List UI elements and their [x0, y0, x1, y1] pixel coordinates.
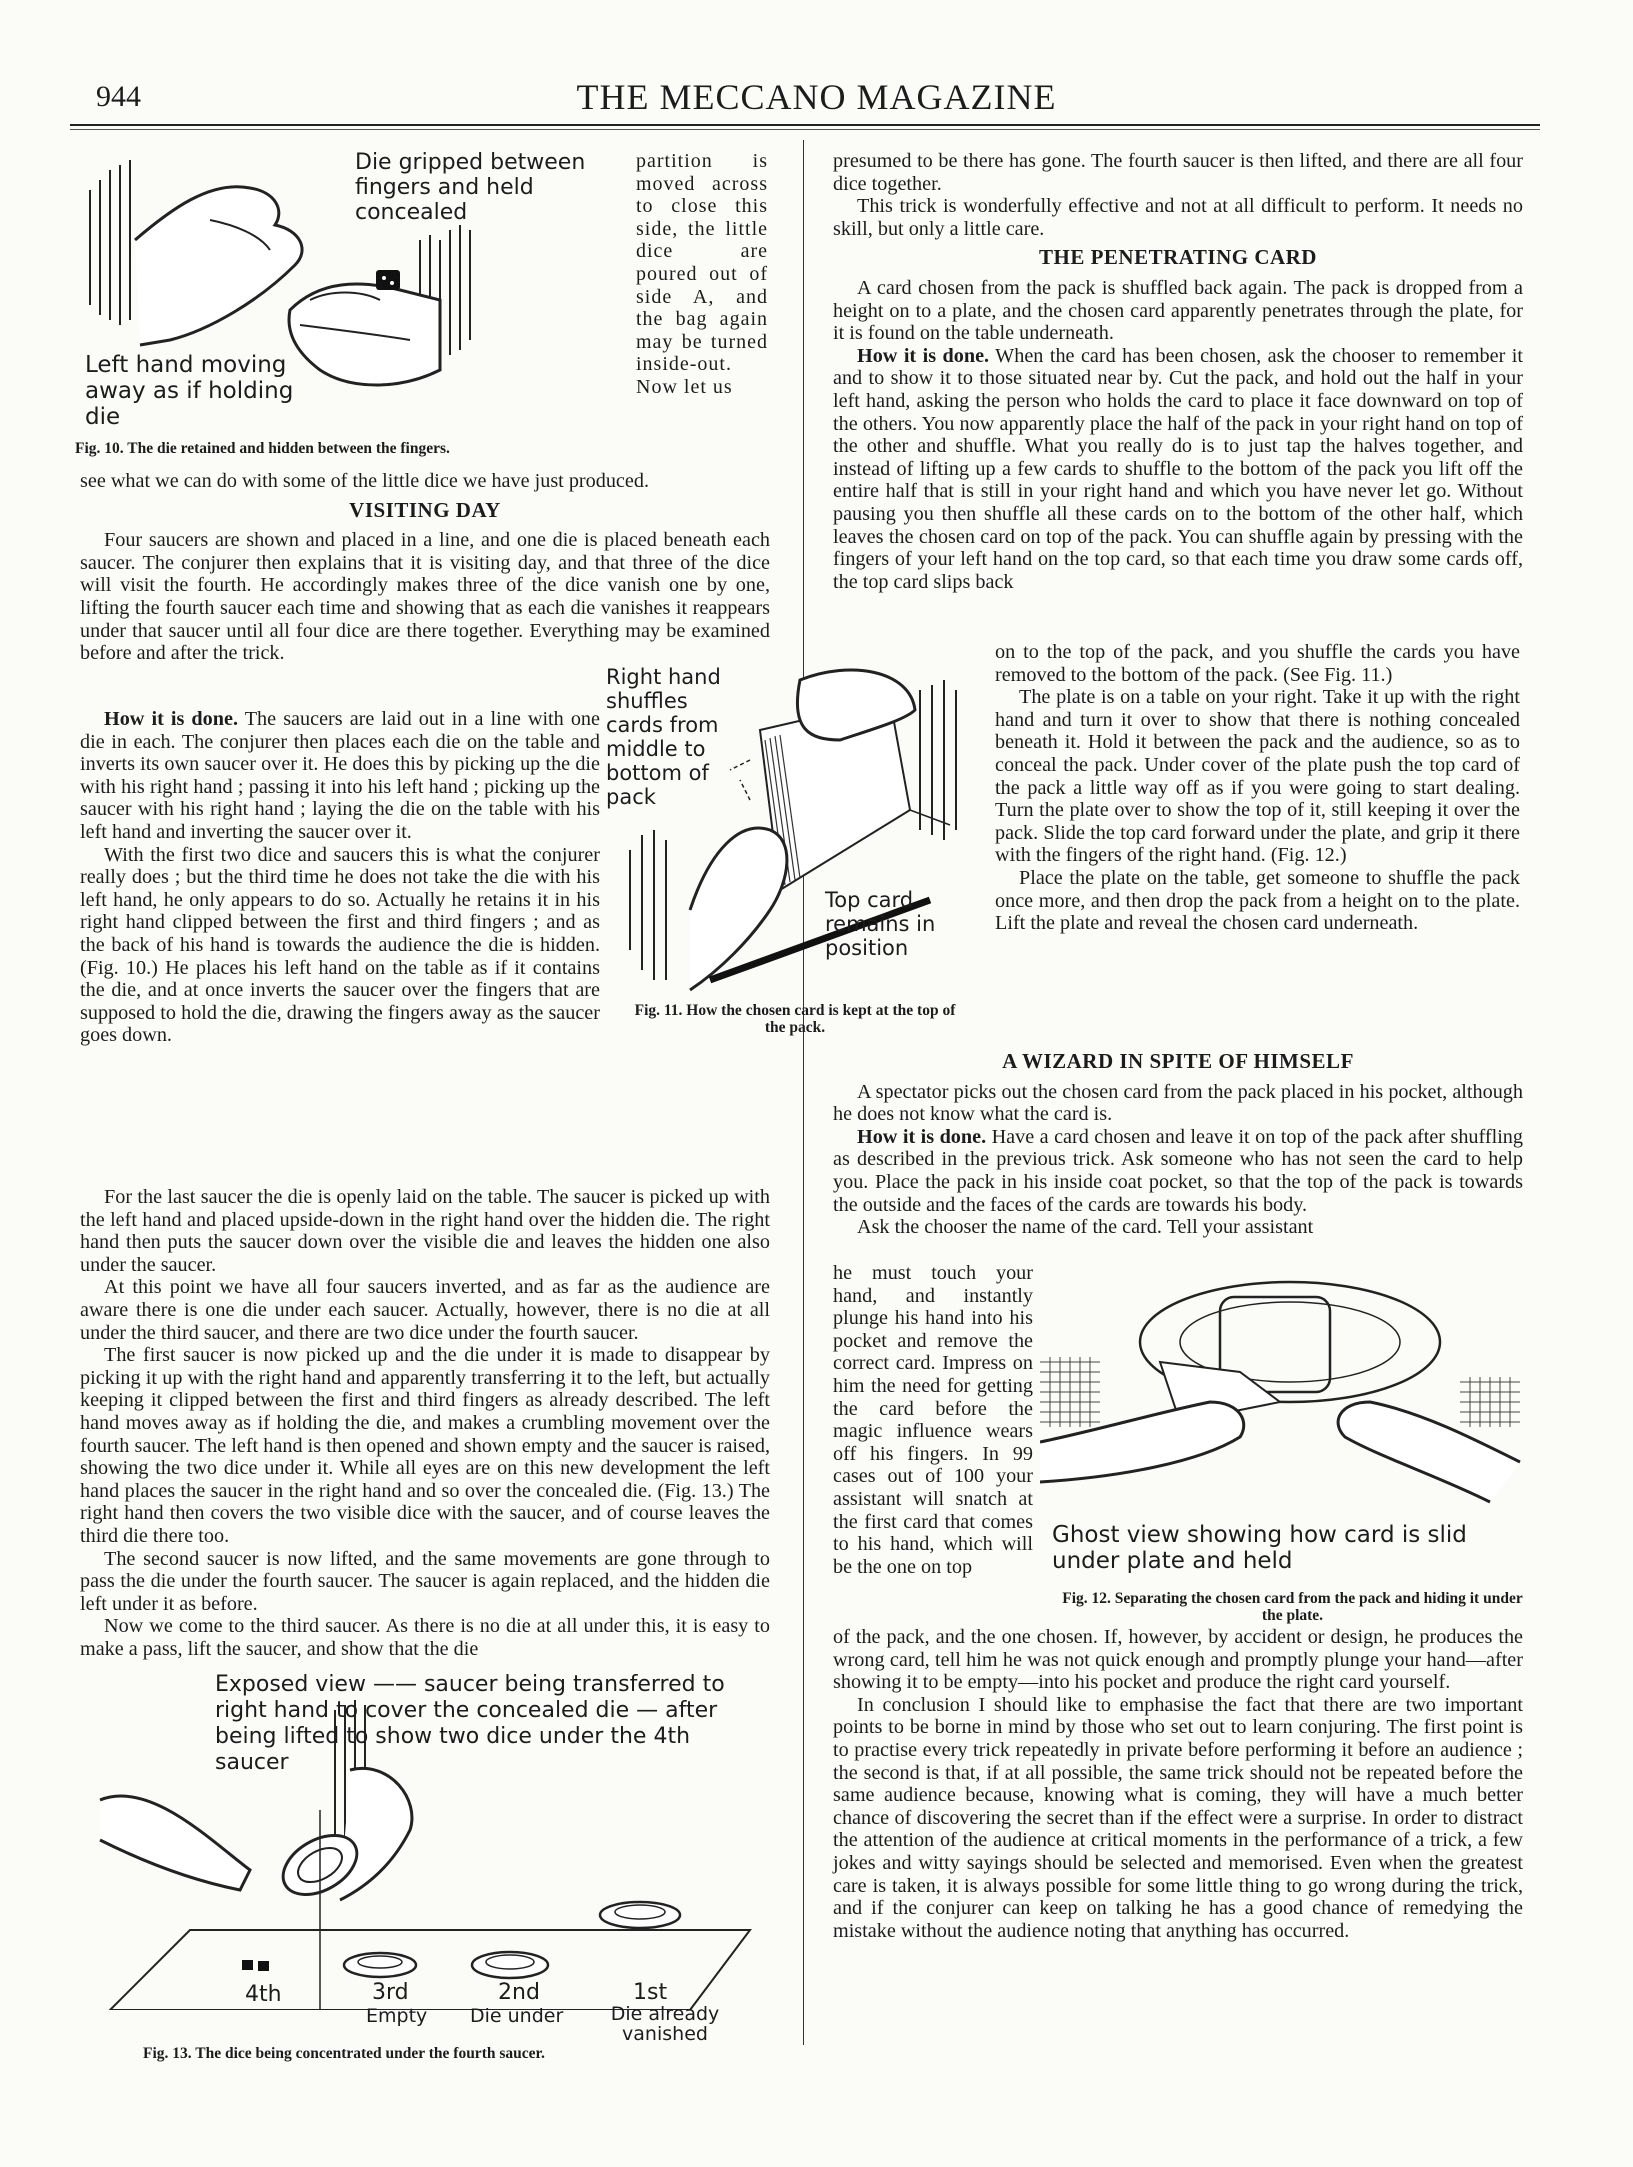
- right-p2-cont: on to the top of the pack, and you shuffle the cards you have removed to the bottom of the pack. (See Fig. 11.): [995, 641, 1520, 686]
- fig10-caption: Fig. 10. The die retained and hidden between the fingers.: [75, 440, 450, 457]
- fig13-label-2nd: 2nd: [498, 1980, 540, 2005]
- right-p6-text: Have a card chosen and leave it on top of the pack after shuffling as described in the previous trick. Ask someone who has not seen the card to help you. Place the pack in his inside coat pocket, so that the top of the pack is towards the outside and the faces of the cards are towards his body.: [833, 1125, 1523, 1216]
- visiting-day-p2: [80, 708, 600, 844]
- fig13-label-1st-sub: Die already vanished: [610, 2003, 720, 2045]
- visiting-day-wrap: [80, 708, 600, 1047]
- visiting-day-p6: The first saucer is now picked up and the die under it is made to disappear by picking it up with the right hand and apparently transferring it to the left, but actually keeping it clipped between the first and third fingers as already described. The left hand moves away as if holding the die, and makes a crumbling movement over the fourth saucer. The left hand is then opened and shown empty and the saucer is raised, showing the two dice under it. While all eyes are on this new development the left hand places the saucer in the right hand and so over the concealed die. (Fig. 13.) The right hand then covers the two visible dice with the saucer, and of course leaves the third die there too.: [80, 1344, 770, 1547]
- right-p8: In conclusion I should like to emphasise the fact that there are two important points to be borne in mind by those who set out to learn conjuring. The first point is to practise every trick repeatedly in private before performing it before an audience ; the second is that, if at all possible, the same trick should not be repeated before the same audience because, knowing what is coming, they will have a much better chance of discovering the secret than if the effect were a surprise. In order to distract the attention of the audience at critical moments in the performance of a trick, a few jokes and witty sayings should be selected and memorised. Even when the greatest care is taken, it is always possible for some little thing to go wrong during the trick, and if the conjurer can keep on talking he has a good chance of remedying the mistake without the audience noting that anything has occurred.: [833, 1693, 1523, 1942]
- right-p0: presumed to be there has gone. The fourth saucer is then lifted, and there are all four dice together.: [833, 150, 1523, 195]
- fig13-label-4th: 4th: [245, 1982, 282, 2007]
- visiting-day-p8: Now we come to the third saucer. As there is no die at all under this, it is easy to make a pass, lift the saucer, and show that the die: [80, 1615, 770, 1660]
- visiting-day-p7: The second saucer is now lifted, and the same movements are gone through to pass the die under the fourth saucer. The saucer is again replaced, and the hidden die left under it as before.: [80, 1547, 770, 1615]
- fig10-label-top: Die gripped between fingers and held concealed: [355, 150, 586, 225]
- visiting-day-p5: At this point we have all four saucers inverted, and as far as the audience are aware there is one die under each saucer. Actually, however, there is no die at all under the third saucer, and there are two dice under the fourth saucer.: [80, 1276, 770, 1344]
- fig12-caption: Fig. 12. Separating the chosen card from the pack and hiding it under the plate.: [1062, 1590, 1523, 1624]
- how-it-is-done-3: How it is done.: [857, 1125, 987, 1148]
- header-rule-thin: [70, 129, 1540, 130]
- penetrating-card-heading: THE PENETRATING CARD: [1039, 245, 1317, 270]
- right-column-middle: [833, 1044, 1523, 1239]
- right-p4: Place the plate on the table, get someone to shuffle the pack once more, and then drop the pack from a height on to the plate. Lift the plate and reveal the chosen card underneath.: [995, 866, 1520, 935]
- fig10-label-left: Left hand moving away as if holding die: [85, 352, 294, 430]
- fig13-caption: Fig. 13. The dice being concentrated under the fourth saucer.: [143, 2045, 545, 2062]
- right-p7: Ask the chooser the name of the card. Tell your assistant: [857, 1216, 1314, 1239]
- right-p3: The plate is on a table on your right. Take it up with the right hand and turn it over to show that there is nothing concealed beneath it. Hold it between the pack and the audience, so as to conceal the pack. Under cover of the plate push the top card of the pack a little way off as if you were going to start dealing. Turn the plate over to show the top of it, still keeping it over the pack. Slide the top card forward under the plate, and grip it there with the fingers of the right hand. (Fig. 12.): [995, 686, 1520, 867]
- right-column-lower: [833, 1626, 1523, 1942]
- right-column-wrap: [995, 641, 1520, 935]
- intro-narrow-paragraph: partition is moved across to close this side, the little dice are poured out of side A, and the bag again may be turned inside-out. Now let us: [636, 150, 768, 398]
- column-divider: [803, 140, 804, 2045]
- fig13-label-3rd: 3rd: [372, 1980, 409, 2005]
- right-column-upper: [833, 150, 1523, 593]
- how-it-is-done-2: How it is done.: [857, 344, 990, 367]
- right-p7-cont: of the pack, and the one chosen. If, however, by accident or design, he produces the wrong card, tell him he was not quick enough and promptly plunge your hand—after showing it to be empty—into his pocket and produce the right card yourself.: [833, 1626, 1523, 1694]
- intro-continuation: see what we can do with some of the little dice we have just produced.: [80, 470, 649, 492]
- right-p2-text: When the card has been chosen, ask the chooser to remember it and to show it to those situated near by. Cut the pack, and hold out the half in your left hand, asking the person who holds the card to place it face downward on top of the others. You now apparently place the half of the pack in your right hand on top of the other and shuffle. What you really do is to just tap the halves together, and instead of lifting up a few cards to shuffle to the bottom of the pack you lift off the entire half that is still in your right hand and which you have never let go. Without pausing you then shuffle all these cards on to the bottom of the other half, which leaves the chosen card on top of the pack. You can shuffle again by pressing with the fingers of your left hand on the top card, so that each time you draw some cards off, the top card slips back: [833, 344, 1523, 593]
- right-p5: A spectator picks out the chosen card from the pack placed in his pocket, although he does not know what the card is.: [833, 1080, 1523, 1126]
- visiting-day-p1: Four saucers are shown and placed in a line, and one die is placed beneath each saucer. The conjurer then explains that it is visiting day, and that three of the dice will visit the fourth. He accordingly makes three of the dice vanish one by one, lifting the fourth saucer each time and showing that as each die vanishes it reappears under that saucer until all four dice are there together. Everything may be examined before and after the trick.: [80, 529, 770, 665]
- intro-narrow-text: [636, 150, 768, 399]
- fig13-label-3rd-sub: Empty: [366, 2005, 428, 2027]
- magazine-title: THE MECCANO MAGAZINE: [576, 77, 1057, 117]
- right-p2: [833, 345, 1523, 594]
- right-p6: [833, 1126, 1523, 1216]
- right-p1: A card chosen from the pack is shuffled back again. The pack is dropped from a height on to a plate, and the chosen card apparently penetrates through the plate, for it is found on the table underneath.: [833, 276, 1523, 345]
- right-p7-narrow: he must touch your hand, and instantly plunge his hand into his pocket and remove the correct card. Impress on him the need for getting the card before the magic influence wears off his fingers. In 99 cases out of 100 your assistant will snatch at the first card that comes to his hand, which will be the one on top: [833, 1262, 1033, 1578]
- how-it-is-done-1: How it is done.: [104, 708, 238, 730]
- fig13-label-1st: 1st: [633, 1980, 668, 2005]
- right-p0b: This trick is wonderfully effective and not at all difficult to perform. It needs no skill, but only a little care.: [833, 195, 1523, 240]
- visiting-day-p4: For the last saucer the die is openly laid on the table. The saucer is picked up with the left hand and placed upside-down in the right hand over the hidden die. The right hand then puts the saucer down over the visible die and leaves the hidden one also under the saucer.: [80, 1186, 770, 1276]
- wizard-heading: A WIZARD IN SPITE OF HIMSELF: [1002, 1049, 1354, 1073]
- visiting-day-p3: With the first two dice and saucers this is what the conjurer really does ; but the third time he does not take the die with his left hand, he only appears to do so. Actually he retains it in his right hand clipped between the first and third fingers ; and as the back of his hand is towards the audience the die is hidden. (Fig. 10.) He places his left hand on the table as if it contains the die, and at once inverts the saucer over the fingers that are supposed to hold the die, drawing the fingers away as the saucer goes down.: [80, 843, 600, 1047]
- fig11-label-left: Right hand shuffles cards from middle to bottom of pack: [606, 665, 721, 809]
- fig12-illustration: [1040, 1262, 1530, 1522]
- fig11-label-right: Top card remains in position: [825, 888, 936, 960]
- page-number: 944: [96, 80, 141, 113]
- visiting-day-lower: [80, 1186, 770, 1660]
- visiting-day-p2-text: The saucers are laid out in a line with one die in each. The conjurer then places each die on the table and inverts its own saucer over it. He does this by picking up the die with his right hand ; passing it into his left hand ; picking up the saucer with his right hand ; laying the die on the table with his left hand and inverting the saucer over it.: [80, 708, 600, 843]
- left-column: [80, 470, 770, 665]
- visiting-day-heading: VISITING DAY: [349, 497, 501, 522]
- fig11-caption: Fig. 11. How the chosen card is kept at the top of the pack.: [634, 1002, 956, 1036]
- right-narrow-column: [833, 1262, 1033, 1578]
- fig13-label-2nd-sub: Die under: [470, 2005, 564, 2027]
- fig12-label: Ghost view showing how card is slid under plate and held: [1052, 1522, 1467, 1574]
- fig13-label-top: Exposed view —— saucer being transferred to right hand to cover the concealed die — after being lifted to show two dice under the 4th saucer: [215, 1672, 725, 1775]
- header-rule: [70, 124, 1540, 126]
